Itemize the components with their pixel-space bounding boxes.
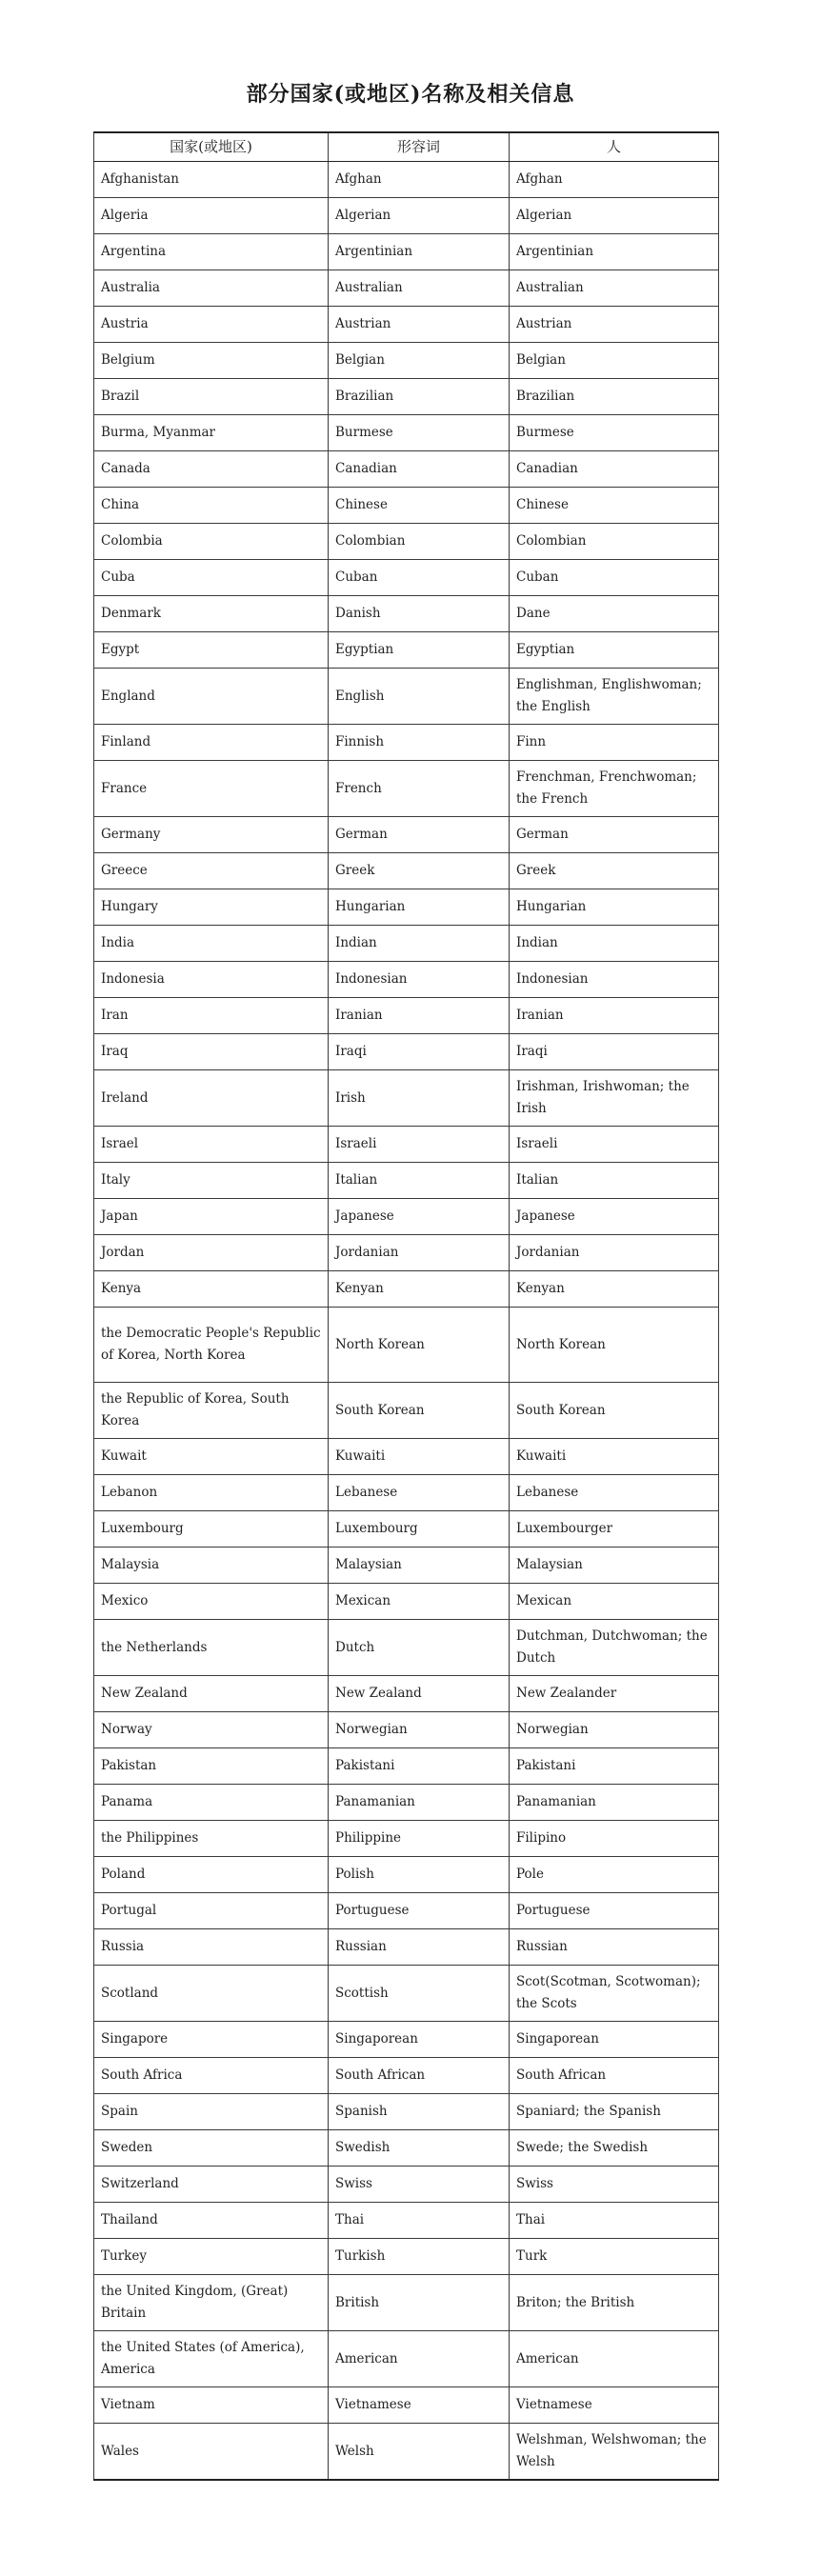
cell-people: Lebanese bbox=[510, 1475, 719, 1511]
cell-people: Norwegian bbox=[510, 1712, 719, 1748]
cell-country: Luxembourg bbox=[94, 1511, 329, 1548]
table-row bbox=[94, 1034, 719, 1070]
cell-adjective: Lebanese bbox=[329, 1475, 510, 1511]
cell-people: Egyptian bbox=[510, 632, 719, 669]
cell-country: Algeria bbox=[94, 198, 329, 234]
cell-people: Pole bbox=[510, 1857, 719, 1893]
cell-people: South Korean bbox=[510, 1383, 719, 1439]
column-header-adjective: 形容词 bbox=[329, 132, 510, 162]
table-row bbox=[94, 1070, 719, 1127]
cell-country: Pakistan bbox=[94, 1748, 329, 1785]
table-row bbox=[94, 2022, 719, 2058]
cell-adjective: Iranian bbox=[329, 998, 510, 1034]
cell-country: Finland bbox=[94, 725, 329, 761]
country-table bbox=[93, 131, 719, 2481]
cell-country: Cuba bbox=[94, 560, 329, 596]
cell-adjective: Colombian bbox=[329, 524, 510, 560]
cell-people: Portuguese bbox=[510, 1893, 719, 1929]
cell-adjective: Irish bbox=[329, 1070, 510, 1127]
cell-adjective: New Zealand bbox=[329, 1676, 510, 1712]
cell-people: Singaporean bbox=[510, 2022, 719, 2058]
cell-people: Cuban bbox=[510, 560, 719, 596]
table-row bbox=[94, 234, 719, 270]
cell-country: Turkey bbox=[94, 2239, 329, 2275]
table-row bbox=[94, 1511, 719, 1548]
cell-people: Belgian bbox=[510, 343, 719, 379]
cell-people: Algerian bbox=[510, 198, 719, 234]
cell-adjective: Norwegian bbox=[329, 1712, 510, 1748]
table-row bbox=[94, 596, 719, 632]
table-row bbox=[94, 2275, 719, 2331]
cell-country: Portugal bbox=[94, 1893, 329, 1929]
table-row bbox=[94, 198, 719, 234]
cell-adjective: Dutch bbox=[329, 1620, 510, 1676]
cell-adjective: Welsh bbox=[329, 2424, 510, 2481]
cell-people: Panamanian bbox=[510, 1785, 719, 1821]
cell-adjective: Egyptian bbox=[329, 632, 510, 669]
cell-adjective: Iraqi bbox=[329, 1034, 510, 1070]
table-row bbox=[94, 1439, 719, 1475]
cell-adjective: Italian bbox=[329, 1163, 510, 1199]
cell-people: Iranian bbox=[510, 998, 719, 1034]
cell-country: Canada bbox=[94, 451, 329, 488]
cell-people: German bbox=[510, 817, 719, 853]
table-row bbox=[94, 926, 719, 962]
cell-people: Vietnamese bbox=[510, 2387, 719, 2424]
cell-adjective: Belgian bbox=[329, 343, 510, 379]
table-row bbox=[94, 2239, 719, 2275]
cell-people: Israeli bbox=[510, 1127, 719, 1163]
cell-people: Jordanian bbox=[510, 1235, 719, 1271]
cell-people: Burmese bbox=[510, 415, 719, 451]
cell-people: Turk bbox=[510, 2239, 719, 2275]
table-row bbox=[94, 1893, 719, 1929]
cell-country: Kenya bbox=[94, 1271, 329, 1308]
table-row bbox=[94, 1308, 719, 1383]
table-row bbox=[94, 853, 719, 889]
cell-adjective: Danish bbox=[329, 596, 510, 632]
cell-adjective: Greek bbox=[329, 853, 510, 889]
cell-adjective: Philippine bbox=[329, 1821, 510, 1857]
table-row bbox=[94, 1857, 719, 1893]
table-row bbox=[94, 1163, 719, 1199]
cell-country: Burma, Myanmar bbox=[94, 415, 329, 451]
table-row bbox=[94, 1127, 719, 1163]
cell-adjective: Pakistani bbox=[329, 1748, 510, 1785]
cell-adjective: Australian bbox=[329, 270, 510, 307]
cell-country: New Zealand bbox=[94, 1676, 329, 1712]
cell-country: Germany bbox=[94, 817, 329, 853]
cell-people: Austrian bbox=[510, 307, 719, 343]
cell-adjective: Swedish bbox=[329, 2130, 510, 2167]
cell-country: France bbox=[94, 761, 329, 817]
cell-adjective: British bbox=[329, 2275, 510, 2331]
table-row bbox=[94, 1235, 719, 1271]
cell-adjective: Finnish bbox=[329, 725, 510, 761]
cell-adjective: Chinese bbox=[329, 488, 510, 524]
cell-people: Japanese bbox=[510, 1199, 719, 1235]
table-body bbox=[94, 162, 719, 2481]
cell-country: the United Kingdom, (Great) Britain bbox=[94, 2275, 329, 2331]
table-row bbox=[94, 725, 719, 761]
cell-country: Ireland bbox=[94, 1070, 329, 1127]
cell-country: Belgium bbox=[94, 343, 329, 379]
cell-people: Welshman, Welshwoman; the Welsh bbox=[510, 2424, 719, 2481]
cell-country: Argentina bbox=[94, 234, 329, 270]
cell-country: Afghanistan bbox=[94, 162, 329, 198]
table-row bbox=[94, 1548, 719, 1584]
table-row bbox=[94, 2130, 719, 2167]
table-row bbox=[94, 889, 719, 926]
cell-adjective: Turkish bbox=[329, 2239, 510, 2275]
cell-adjective: North Korean bbox=[329, 1308, 510, 1383]
cell-country: Iran bbox=[94, 998, 329, 1034]
cell-people: Argentinian bbox=[510, 234, 719, 270]
cell-country: Lebanon bbox=[94, 1475, 329, 1511]
table-row bbox=[94, 415, 719, 451]
cell-country: the Philippines bbox=[94, 1821, 329, 1857]
cell-people: Scot(Scotman, Scotwoman); the Scots bbox=[510, 1966, 719, 2022]
cell-country: Spain bbox=[94, 2094, 329, 2130]
cell-country: the Democratic People's Republic of Korea, North Korea bbox=[94, 1308, 329, 1383]
table-row bbox=[94, 2331, 719, 2387]
cell-country: Switzerland bbox=[94, 2167, 329, 2203]
cell-adjective: Mexican bbox=[329, 1584, 510, 1620]
cell-people: Australian bbox=[510, 270, 719, 307]
cell-people: South African bbox=[510, 2058, 719, 2094]
table-row bbox=[94, 962, 719, 998]
cell-people: Finn bbox=[510, 725, 719, 761]
cell-people: Mexican bbox=[510, 1584, 719, 1620]
cell-country: Iraq bbox=[94, 1034, 329, 1070]
table-row bbox=[94, 1199, 719, 1235]
cell-country: Japan bbox=[94, 1199, 329, 1235]
cell-adjective: Russian bbox=[329, 1929, 510, 1966]
cell-country: Egypt bbox=[94, 632, 329, 669]
cell-people: Kenyan bbox=[510, 1271, 719, 1308]
cell-people: Thai bbox=[510, 2203, 719, 2239]
cell-adjective: Austrian bbox=[329, 307, 510, 343]
table-row bbox=[94, 2387, 719, 2424]
cell-people: American bbox=[510, 2331, 719, 2387]
cell-people: Irishman, Irishwoman; the Irish bbox=[510, 1070, 719, 1127]
cell-people: New Zealander bbox=[510, 1676, 719, 1712]
cell-adjective: Vietnamese bbox=[329, 2387, 510, 2424]
table-row bbox=[94, 1966, 719, 2022]
table-row bbox=[94, 1785, 719, 1821]
cell-adjective: Algerian bbox=[329, 198, 510, 234]
cell-adjective: Brazilian bbox=[329, 379, 510, 415]
table-row bbox=[94, 560, 719, 596]
table-row bbox=[94, 2424, 719, 2481]
table-row bbox=[94, 1584, 719, 1620]
column-header-people: 人 bbox=[510, 132, 719, 162]
cell-country: Israel bbox=[94, 1127, 329, 1163]
cell-adjective: Jordanian bbox=[329, 1235, 510, 1271]
cell-adjective: Swiss bbox=[329, 2167, 510, 2203]
table-row bbox=[94, 307, 719, 343]
cell-adjective: Indonesian bbox=[329, 962, 510, 998]
cell-country: South Africa bbox=[94, 2058, 329, 2094]
table-row bbox=[94, 669, 719, 725]
cell-country: China bbox=[94, 488, 329, 524]
cell-adjective: Singaporean bbox=[329, 2022, 510, 2058]
cell-adjective: American bbox=[329, 2331, 510, 2387]
table-row bbox=[94, 817, 719, 853]
table-header-row bbox=[94, 132, 719, 162]
cell-people: Luxembourger bbox=[510, 1511, 719, 1548]
cell-country: Greece bbox=[94, 853, 329, 889]
cell-people: Italian bbox=[510, 1163, 719, 1199]
cell-adjective: South African bbox=[329, 2058, 510, 2094]
cell-country: Brazil bbox=[94, 379, 329, 415]
table-row bbox=[94, 451, 719, 488]
table-row bbox=[94, 1475, 719, 1511]
cell-country: India bbox=[94, 926, 329, 962]
table-row bbox=[94, 632, 719, 669]
table-row bbox=[94, 1929, 719, 1966]
cell-adjective: Hungarian bbox=[329, 889, 510, 926]
cell-adjective: Scottish bbox=[329, 1966, 510, 2022]
cell-people: Iraqi bbox=[510, 1034, 719, 1070]
cell-people: Indonesian bbox=[510, 962, 719, 998]
table-row bbox=[94, 270, 719, 307]
table-row bbox=[94, 1712, 719, 1748]
cell-country: Vietnam bbox=[94, 2387, 329, 2424]
cell-adjective: French bbox=[329, 761, 510, 817]
cell-adjective: Portuguese bbox=[329, 1893, 510, 1929]
cell-adjective: Indian bbox=[329, 926, 510, 962]
table-row bbox=[94, 1676, 719, 1712]
cell-people: Englishman, Englishwoman; the English bbox=[510, 669, 719, 725]
cell-country: Sweden bbox=[94, 2130, 329, 2167]
cell-people: Spaniard; the Spanish bbox=[510, 2094, 719, 2130]
cell-country: Indonesia bbox=[94, 962, 329, 998]
table-row bbox=[94, 761, 719, 817]
table-row bbox=[94, 379, 719, 415]
cell-adjective: Kenyan bbox=[329, 1271, 510, 1308]
cell-country: Scotland bbox=[94, 1966, 329, 2022]
cell-adjective: Spanish bbox=[329, 2094, 510, 2130]
cell-country: Russia bbox=[94, 1929, 329, 1966]
table-row bbox=[94, 2094, 719, 2130]
cell-people: Swiss bbox=[510, 2167, 719, 2203]
cell-adjective: Luxembourg bbox=[329, 1511, 510, 1548]
table-row bbox=[94, 1748, 719, 1785]
cell-people: Kuwaiti bbox=[510, 1439, 719, 1475]
table-row bbox=[94, 2167, 719, 2203]
cell-country: the Republic of Korea, South Korea bbox=[94, 1383, 329, 1439]
cell-country: Kuwait bbox=[94, 1439, 329, 1475]
cell-country: Thailand bbox=[94, 2203, 329, 2239]
cell-country: Wales bbox=[94, 2424, 329, 2481]
cell-country: England bbox=[94, 669, 329, 725]
cell-country: Colombia bbox=[94, 524, 329, 560]
cell-country: Jordan bbox=[94, 1235, 329, 1271]
table-row bbox=[94, 1271, 719, 1308]
cell-people: Indian bbox=[510, 926, 719, 962]
cell-adjective: English bbox=[329, 669, 510, 725]
cell-country: Hungary bbox=[94, 889, 329, 926]
cell-country: Norway bbox=[94, 1712, 329, 1748]
cell-people: North Korean bbox=[510, 1308, 719, 1383]
table-row bbox=[94, 998, 719, 1034]
cell-people: Swede; the Swedish bbox=[510, 2130, 719, 2167]
cell-country: Austria bbox=[94, 307, 329, 343]
cell-adjective: Afghan bbox=[329, 162, 510, 198]
cell-adjective: Canadian bbox=[329, 451, 510, 488]
cell-country: Poland bbox=[94, 1857, 329, 1893]
cell-country: Malaysia bbox=[94, 1548, 329, 1584]
table-row bbox=[94, 1383, 719, 1439]
table-row bbox=[94, 2058, 719, 2094]
cell-people: Colombian bbox=[510, 524, 719, 560]
cell-people: Dutchman, Dutchwoman; the Dutch bbox=[510, 1620, 719, 1676]
cell-adjective: Malaysian bbox=[329, 1548, 510, 1584]
cell-country: Australia bbox=[94, 270, 329, 307]
cell-people: Dane bbox=[510, 596, 719, 632]
cell-people: Brazilian bbox=[510, 379, 719, 415]
cell-adjective: Israeli bbox=[329, 1127, 510, 1163]
cell-people: Frenchman, Frenchwoman; the French bbox=[510, 761, 719, 817]
cell-people: Briton; the British bbox=[510, 2275, 719, 2331]
table-row bbox=[94, 162, 719, 198]
table-row bbox=[94, 343, 719, 379]
cell-people: Russian bbox=[510, 1929, 719, 1966]
cell-adjective: Panamanian bbox=[329, 1785, 510, 1821]
table-row bbox=[94, 1620, 719, 1676]
cell-people: Canadian bbox=[510, 451, 719, 488]
table-row bbox=[94, 1821, 719, 1857]
cell-adjective: Thai bbox=[329, 2203, 510, 2239]
cell-people: Pakistani bbox=[510, 1748, 719, 1785]
cell-country: Italy bbox=[94, 1163, 329, 1199]
cell-adjective: Japanese bbox=[329, 1199, 510, 1235]
table-row bbox=[94, 524, 719, 560]
table-row bbox=[94, 488, 719, 524]
cell-country: Panama bbox=[94, 1785, 329, 1821]
cell-adjective: Kuwaiti bbox=[329, 1439, 510, 1475]
cell-people: Hungarian bbox=[510, 889, 719, 926]
cell-country: Denmark bbox=[94, 596, 329, 632]
cell-adjective: South Korean bbox=[329, 1383, 510, 1439]
cell-adjective: Argentinian bbox=[329, 234, 510, 270]
page-title: 部分国家(或地区)名称及相关信息 bbox=[246, 82, 575, 107]
cell-country: Mexico bbox=[94, 1584, 329, 1620]
cell-adjective: German bbox=[329, 817, 510, 853]
table-row bbox=[94, 2203, 719, 2239]
cell-country: the United States (of America), America bbox=[94, 2331, 329, 2387]
cell-people: Filipino bbox=[510, 1821, 719, 1857]
cell-adjective: Cuban bbox=[329, 560, 510, 596]
cell-people: Malaysian bbox=[510, 1548, 719, 1584]
cell-people: Afghan bbox=[510, 162, 719, 198]
cell-people: Chinese bbox=[510, 488, 719, 524]
cell-adjective: Burmese bbox=[329, 415, 510, 451]
cell-country: Singapore bbox=[94, 2022, 329, 2058]
column-header-country: 国家(或地区) bbox=[94, 132, 329, 162]
cell-country: the Netherlands bbox=[94, 1620, 329, 1676]
cell-adjective: Polish bbox=[329, 1857, 510, 1893]
cell-people: Greek bbox=[510, 853, 719, 889]
